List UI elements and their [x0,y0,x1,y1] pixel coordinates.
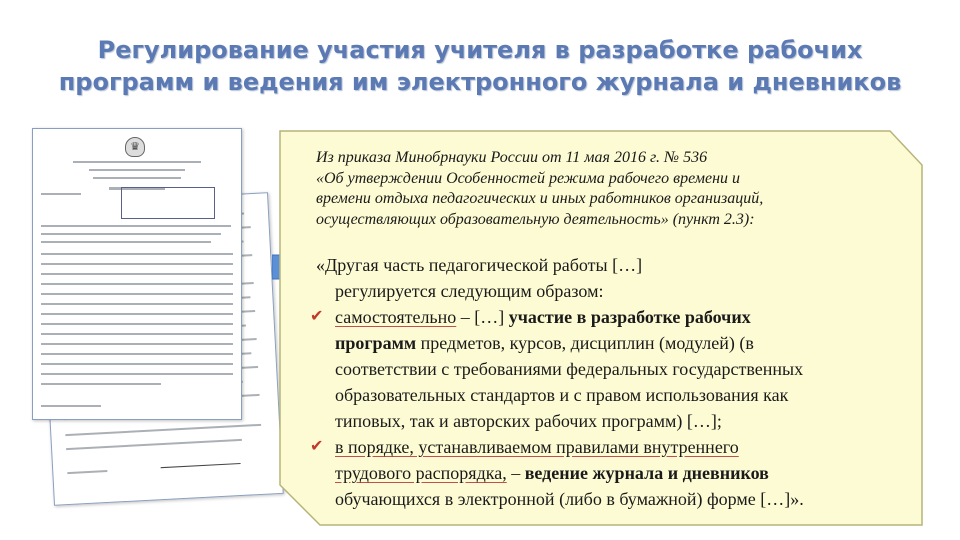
quote-line: типовых, так и авторских рабочих программ) […]; [335,411,722,431]
bold-phrase: участие в разработке рабочих [508,307,751,327]
order-reference-line-3: времени отдыха педагогических и иных работников организаций, [316,190,764,207]
quote-fragment: – [506,463,525,483]
quote-fragment: – […] [456,307,509,327]
quote-line: соответствии с требованиями федеральных государственных [335,359,804,379]
document-scan-page-1 [32,128,242,420]
coat-of-arms-icon: ♛ [125,137,145,157]
order-reference [316,148,906,230]
quote-fragment: предметов, курсов, дисциплин (модулей) (в [416,333,754,353]
quote-line [316,330,906,356]
bold-phrase: программ [335,333,417,353]
quote-line: образовательных стандартов и с правом использования как [335,385,789,405]
check-mark-icon: ✔ [310,436,324,455]
quote-line: регулируется следующим образом: [335,281,604,301]
order-reference-line-2: «Об утверждении Особенностей режима рабочего времени и [316,169,741,187]
quote-line: обучающихся в электронной (либо в бумажной) форме […]». [335,489,804,509]
slide-title [20,34,940,98]
registration-stamp [121,187,215,219]
order-quote [316,252,906,512]
bold-phrase: ведение журнала и дневников [524,463,769,483]
slide-title-line-1: Регулирование участия учителя в разработке рабочих [97,36,863,64]
slide-title-line-2: программ и ведения им электронного журнала и дневников [58,68,902,96]
quote-line [316,460,906,486]
quote-line: «Другая часть педагогической работы […] [316,255,643,275]
underlined-phrase: самостоятельно [335,307,457,327]
order-reference-line-1: Из приказа Минобрнауки России от 11 мая 2016 г. № 536 [316,149,708,166]
order-reference-line-4: осуществляющих образовательную деятельность» (пункт 2.3): [316,210,755,228]
check-mark-icon: ✔ [310,306,324,325]
underlined-phrase: в порядке, устанавливаемом правилами внутреннего [335,437,739,457]
quote-line [316,304,906,330]
underlined-phrase: трудового распорядка, [335,463,507,483]
quote-line [316,434,906,460]
